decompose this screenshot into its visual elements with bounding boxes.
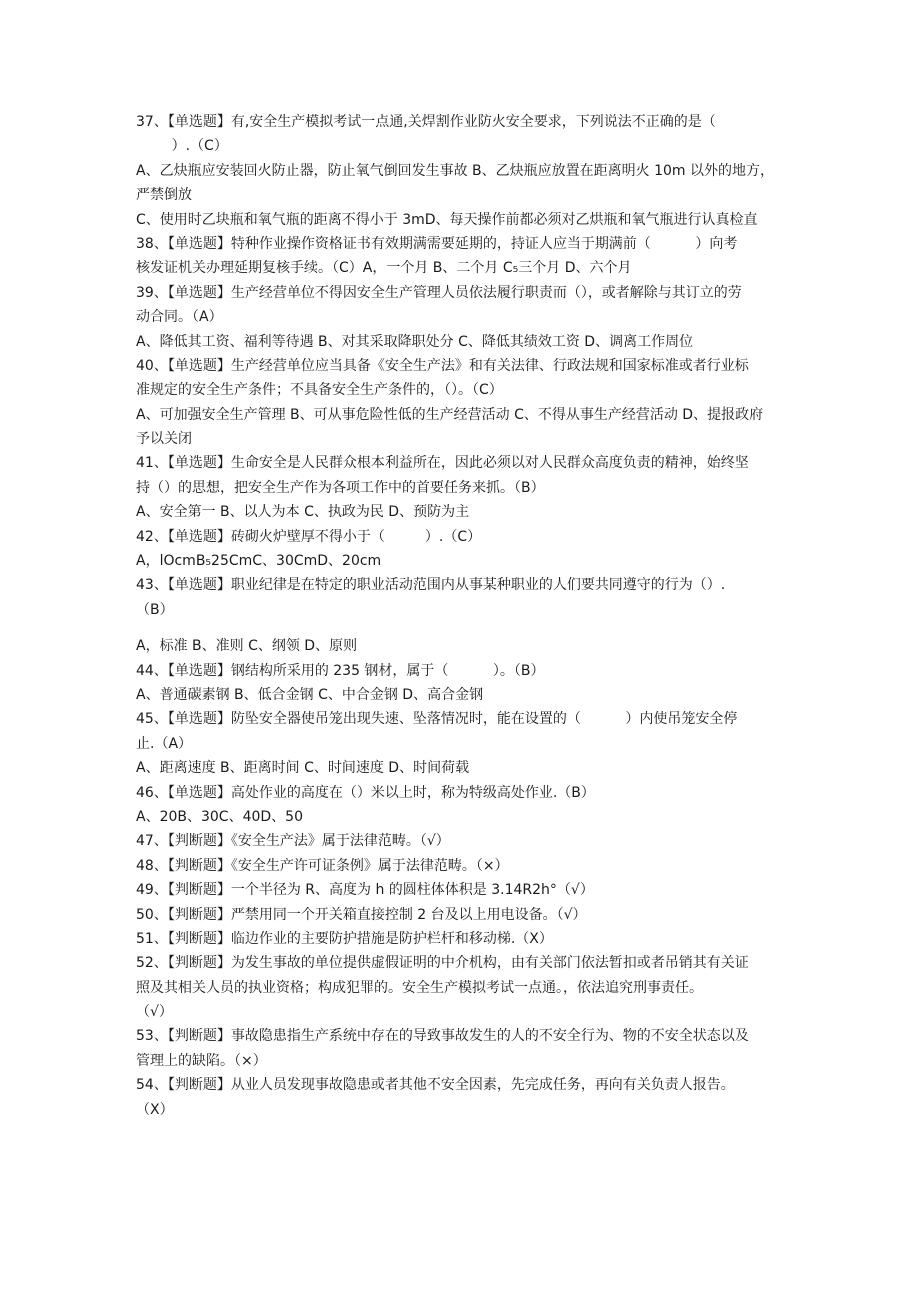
spacer [136,622,796,634]
text-line: 38、【单选题】特种作业操作资格证书有效期满需要延期的，持证人应当于期满前（ ）向考 [136,235,738,252]
text-line: ）.（C） [136,138,228,155]
text-line: A、距离速度 B、距离时间 C、时间速度 D、时间荷载 [136,760,470,777]
text-line: 核发证机关办理延期复核手续。（C）A，一个月 B、二个月 C₅三个月 D、六个月 [136,260,632,277]
text-line: 49、【判断题】一个半径为 R、高度为 h 的圆柱体体积是 3.14R2h°（√） [136,882,594,899]
text-line: A、安全第一 B、以人为本 C、执政为民 D、预防为主 [136,504,470,521]
text-line: 52、【判断题】为发生事故的单位提供虚假证明的中介机构，由有关部门依法暂扣或者吊销其有关证 [136,955,749,972]
text-line: 54、【判断题】从业人员发现事故隐患或者其他不安全因素，先完成任务，再向有关负责人报告。 [136,1077,735,1094]
text-line: A、普通碳素钢 B、低合金钢 C、中合金钢 D、高合金钢 [136,686,484,703]
text-line: 46、【单选题】高处作业的高度在（）米以上时，称为特级高处作业.（B） [136,784,595,801]
text-line: 严禁倒放 [136,187,192,204]
text-line: （√） [136,1004,173,1021]
text-line: 53、【判断题】事故隐患指生产系统中存在的导致事故发生的人的不安全行为、物的不安全状态以及 [136,1028,749,1045]
text-line: （X） [136,1101,174,1118]
text-line: 47、【判断题】《安全生产法》属于法律范畴。（√） [136,833,450,850]
text-line: 42、【单选题】砖砌火炉壁厚不得小于（ ）.（C） [136,528,482,545]
text-line: 动合同。（A） [136,309,223,326]
text-line: 41、【单选题】生命安全是人民群众根本利益所在，因此必须以对人民群众高度负责的精神，始终坚 [136,455,749,472]
text-line: 照及其相关人员的执业资格；构成犯罪的。安全生产模拟考试一点通。，依法追究刑事责任。 [136,979,703,996]
document-page [136,110,796,1122]
text-line: 43、【单选题】职业纪律是在特定的职业活动范围内从事某种职业的人们要共同遵守的行为（）. [136,577,726,594]
text-line: 准规定的安全生产条件；不具备安全生产条件的，（）。（C） [136,382,503,399]
text-line: 39、【单选题】生产经营单位不得因安全生产管理人员依法履行职责而（），或者解除与其订立的劳 [136,284,742,301]
text-line: （B） [136,601,174,618]
text-line: 45、【单选题】防坠安全器使吊笼出现失速、坠落情况时，能在设置的（ ）内使吊笼安全停 [136,711,738,728]
text-line: 管理上的缺陷。（×） [136,1052,267,1069]
text-line: A、乙炔瓶应安装回火防止器，防止氧气倒回发生事故 B、乙炔瓶应放置在距离明火 10m 以外的地方， [136,162,774,179]
text-line: A，标准 B、准则 C、纲领 D、原则 [136,638,358,655]
text-line: A，lOcmB₅25CmC、30CmD、20cm [136,553,382,570]
text-line: A、降低其工资、福利等待遇 B、对其采取降职处分 C、降低其绩效工资 D、调离工作周位 [136,333,694,350]
text-line: 止.（A） [136,735,193,752]
text-line: 50、【判断题】严禁用同一个开关箱直接控制 2 台及以上用电设备。（√） [136,906,587,923]
text-line: 37、【单选题】有,安全生产模拟考试一点通,关焊割作业防火安全要求，下列说法不正确的是（ [136,114,716,130]
text-line: 40、【单选题】生产经营单位应当具备《安全生产法》和有关法律、行政法规和国家标准或者行业标 [136,357,749,374]
text-line: 予以关闭 [136,431,192,448]
text-line: A、可加强安全生产管理 B、可从事危险性低的生产经营活动 C、不得从事生产经营活动 D、提报政府 [136,406,764,423]
text-line: 44、【单选题】钢结构所采用的 235 钢材，属于（ ）。（B） [136,662,545,679]
text-line: A、20B、30C、40D、50 [136,808,303,825]
text-line: C、使用时乙块瓶和氧气瓶的距离不得小于 3mD、每天操作前都必须对乙烘瓶和氧气瓶进行认真检直 [136,211,758,228]
text-line: 持（）的思想，把安全生产作为各项工作中的首要任务来抓。（B） [136,479,545,496]
text-line: 51、【判断题】临边作业的主要防护措施是防护栏杆和移动梯.（X） [136,930,553,947]
text-line: 48、【判断题】《安全生产许可证条例》属于法律范畴。（×） [136,857,509,874]
